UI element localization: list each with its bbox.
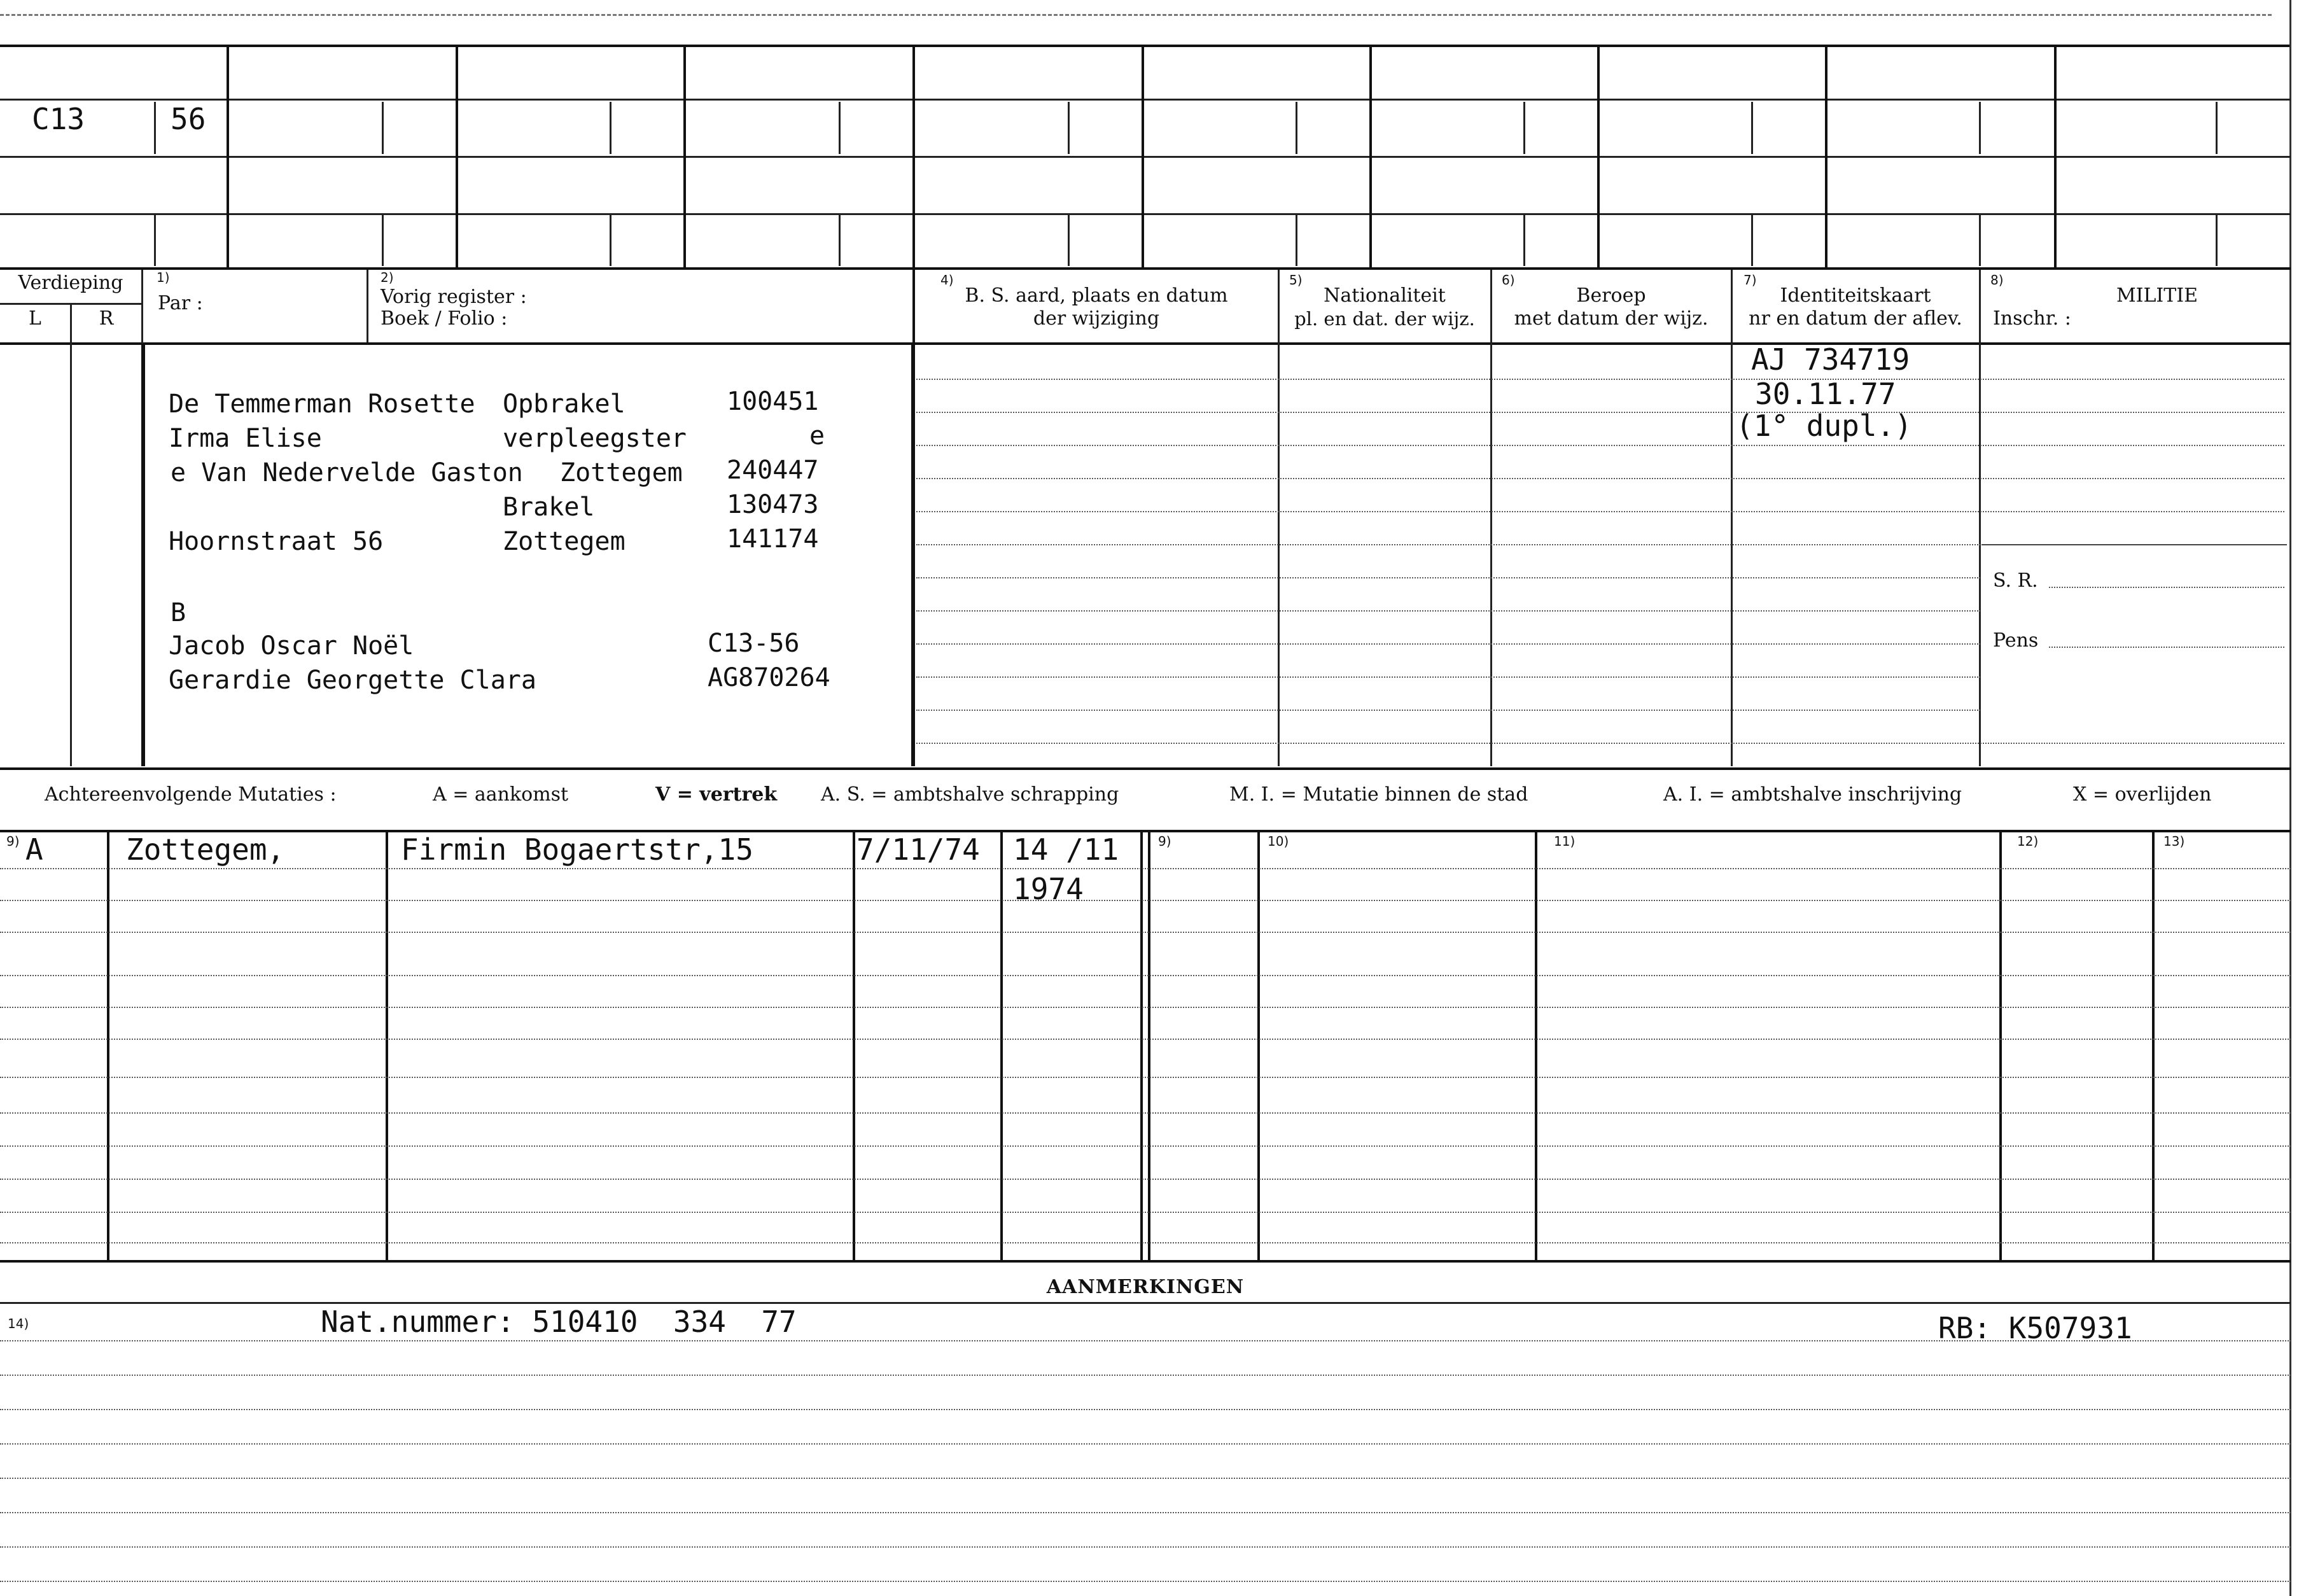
aanmerkingen-divider [0,1302,2291,1304]
aanmerkingen-title: AANMERKINGEN [1046,1276,1245,1298]
note-1: 1) [157,270,170,285]
note-11: 11) [1554,834,1576,849]
legend-overlijden: X = overlijden [2073,783,2212,806]
nat-header-line2: pl. en dat. der wijz. [1294,308,1475,330]
verdieping-label: Verdieping [18,272,123,294]
note-12: 12) [2017,834,2039,849]
bs-header-line2: der wijziging [1033,307,1160,330]
legend-aankomst: A = aankomst [433,783,569,806]
inschr-label: Inschr. : [1993,307,2071,330]
mutatie-date2-line1: 14 /11 [1013,832,1119,867]
note-5: 5) [1289,272,1303,288]
par-column-left-border [141,344,145,766]
person-row-1-place: Opbrakel [503,389,625,419]
bs-column-left-border [911,344,915,766]
person-row-2-place: verpleegster [503,424,687,453]
mutatie-date1: 7/11/74 [856,832,980,867]
person-row-4-code: 130473 [727,490,819,519]
person-row-2-code: e [809,421,825,451]
par-label: Par : [158,292,203,314]
mutatie-street: Firmin Bogaertstr,15 [401,832,753,867]
note-9: 9) [6,834,20,849]
person-row-3-name: e Van Nedervelde Gaston [171,458,523,487]
note-8: 8) [1990,272,2004,288]
mutatie-city: Zottegem, [126,832,285,867]
top-code: C13 [32,102,85,136]
person-b-row-1-code: C13-56 [708,629,800,658]
top-number: 56 [171,102,206,136]
legend-ambtshalve-schrapping: A. S. = ambtshalve schrapping [821,783,1119,806]
legend-ambtshalve-inschrijving: A. I. = ambtshalve inschrijving [1663,783,1962,806]
person-row-3-code: 240447 [727,456,819,485]
boek-folio-label: Boek / Folio : [381,307,508,330]
note-2: 2) [381,270,394,285]
person-row-3-place: Zottegem [560,458,683,487]
col-r-label: R [99,307,114,330]
id-header-line2: nr en datum der aflev. [1749,307,1962,330]
person-row-2-name: Irma Elise [169,424,322,453]
note-6: 6) [1502,272,1515,288]
torn-top-edge [0,14,2272,16]
beroep-header-line1: Beroep [1576,284,1646,307]
person-row-1-name: De Temmerman Rosette [169,389,475,419]
mutaties-legend [0,784,2291,809]
id-card-date: 30.11.77 [1755,377,1896,411]
pens-label: Pens [1993,629,2039,652]
note-7: 7) [1743,272,1757,288]
mutatie-type: A [25,832,43,867]
person-b-row-1-name: Jacob Oscar Noël [169,631,414,661]
militie-header: MILITIE [2116,284,2198,307]
note-9b: 9) [1158,834,1171,849]
person-b-label: B [171,598,186,627]
nat-header-line1: Nationaliteit [1324,284,1446,307]
note-13: 13) [2163,834,2185,849]
nat-nummer: Nat.nummer: 510410 334 77 [321,1305,797,1339]
person-b-row-2-name: Gerardie Georgette Clara [169,666,536,695]
mutatie-date2-line2: 1974 [1013,872,1084,906]
rb-number: RB: K507931 [1938,1311,2132,1345]
bs-header-line1: B. S. aard, plaats en datum [965,284,1228,307]
top-border [0,45,2291,47]
col-l-label: L [29,307,41,330]
personal-block-bottom [0,767,2291,770]
beroep-header-line2: met datum der wijz. [1514,307,1709,330]
legend-mutatie-binnen-stad: M. I. = Mutatie binnen de stad [1229,783,1528,806]
id-header-line1: Identiteitskaart [1780,284,1931,307]
note-10: 10) [1268,834,1289,849]
id-card-number: AJ 734719 [1751,342,1910,377]
person-row-5-place: Zottegem [503,527,625,556]
person-row-5-code: 141174 [727,524,819,554]
legend-vertrek: V = vertrek [655,783,778,806]
vorig-register-label: Vorig register : [381,286,527,308]
person-row-5-name: Hoornstraat 56 [169,527,384,556]
mutaties-title: Achtereenvolgende Mutaties : [45,783,337,806]
sr-label: S. R. [1993,570,2038,592]
id-card-note: (1° dupl.) [1736,409,1912,443]
person-row-4-place: Brakel [503,493,595,522]
person-b-row-2-code: AG870264 [708,663,830,692]
person-row-1-code: 100451 [727,387,819,416]
note-4: 4) [940,272,954,288]
note-14: 14) [8,1316,29,1331]
